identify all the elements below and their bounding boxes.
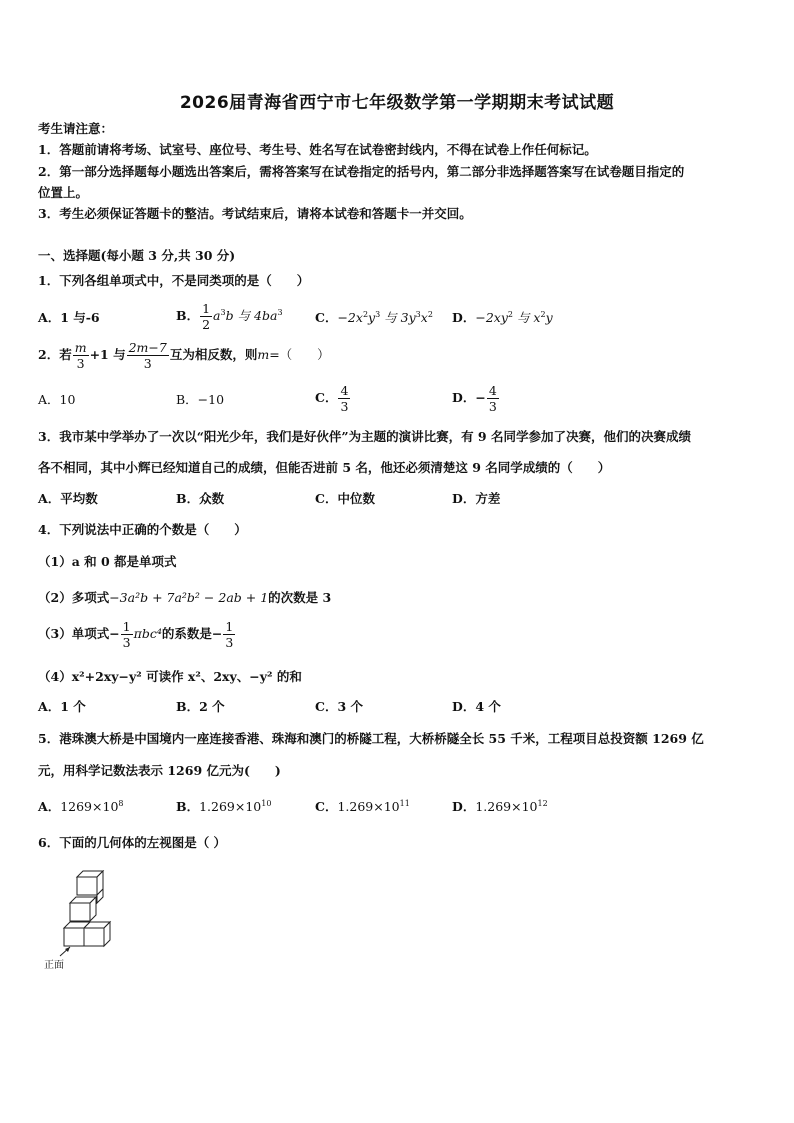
- question-3-line-2: 各不相同，其中小辉已经知道自己的成绩，但能否进前 5 名，他还必须清楚这 9 名同学成绩的（ ）: [38, 460, 611, 475]
- q5-c-base: 1.269×10: [337, 799, 400, 814]
- q3-option-b: B．众数: [176, 491, 225, 506]
- q5-b-base: 1.269×10: [199, 799, 262, 814]
- q2-f2-num: 2m−7: [128, 340, 167, 355]
- q1-b-sup2: 3: [277, 308, 283, 317]
- notice-item-3: 3．考生必须保证答题卡的整洁。考试结束后，请将本试卷和答题卡一并交回。: [38, 206, 472, 221]
- q2-c-num: 4: [340, 383, 349, 398]
- q5-option-d: [452, 797, 548, 815]
- q1-c-sup1: 2: [362, 310, 369, 319]
- exam-title: 2026届青海省西宁市七年级数学第一学期期末考试试题: [179, 93, 615, 113]
- question-3-line-1: 3．我市某中学举办了一次以“阳光少年，我们是好伙伴”为主题的演讲比赛，有 9 名同学参加了决赛，他们的决赛成绩: [38, 429, 691, 444]
- q1-option-b-fraction: [200, 301, 212, 332]
- q2-option-c: [315, 383, 351, 414]
- front-view-label: 正面: [44, 960, 64, 971]
- q4-s3-num: 1: [122, 619, 131, 634]
- q1-c-part3: x: [420, 310, 428, 325]
- q2-f1-num: m: [74, 340, 87, 355]
- notice-item-1: 1．答题前请将考场、试室号、座位号、考生号、姓名写在试卷密封线内，不得在试卷上作任何标记。: [38, 142, 597, 157]
- q4-option-d: D．4 个: [452, 699, 501, 714]
- q3-option-c: C．中位数: [315, 491, 375, 506]
- question-3-options: [38, 489, 758, 519]
- q3-option-a: A．平均数: [38, 491, 98, 506]
- q5-a-exp: 8: [118, 799, 124, 808]
- q1-c-part2: y: [368, 310, 376, 325]
- q2-eq: =（ ）: [269, 347, 330, 362]
- q1-b-den: 2: [202, 317, 211, 332]
- notice-item-2: 2．第一部分选择题每小题选出答案后，需将答案写在试卷指定的括号内，第二部分非选择题答案写在试卷题目指定的: [38, 164, 685, 179]
- q2-option-c-fraction: [338, 383, 350, 414]
- q4-s2-post: 的次数是 3: [268, 590, 332, 605]
- q1-d-mid: 与 x: [512, 310, 541, 325]
- q5-option-c: [315, 797, 410, 815]
- question-5-line-2: 元，用科学记数法表示 1269 亿元为( ): [38, 763, 281, 778]
- q1-option-c: [315, 308, 433, 326]
- q5-d-base: 1.269×10: [475, 799, 538, 814]
- q1-c-part1: −2x: [337, 310, 363, 325]
- q1-b-sup1: 3: [220, 308, 226, 317]
- q2-option-d-fraction: [487, 383, 499, 414]
- q4-s3-den: 3: [122, 635, 131, 650]
- q2-fraction-2: [127, 340, 169, 371]
- q2-fraction-1: [73, 340, 89, 371]
- q4-s2-pre: （2）多项式: [38, 590, 110, 605]
- q1-option-c-label: C．: [315, 310, 338, 325]
- q4-statement-1: （1）a 和 0 都是单项式: [38, 554, 177, 569]
- q2-c-den: 3: [340, 399, 349, 414]
- q2-option-a: A．10: [38, 392, 76, 407]
- question-4-stem: 4．下列说法中正确的个数是（ ）: [38, 522, 247, 537]
- q4-s3-mid: 的系数是−: [161, 626, 223, 641]
- q2-option-d-label: D．−: [452, 390, 486, 405]
- q2-d-num: 4: [488, 383, 497, 398]
- question-1-stem: 1．下列各组单项式中，不是同类项的是（ ）: [38, 273, 310, 288]
- question-2-stem: [38, 340, 330, 371]
- notice-item-2-cont: 位置上。: [38, 185, 89, 200]
- q2-option-d: [452, 383, 500, 414]
- q1-option-b: [176, 301, 283, 332]
- q4-s3-fraction-1: [121, 619, 133, 650]
- q1-c-sup3: 3: [415, 310, 421, 319]
- q1-option-b-label: B．: [176, 308, 200, 323]
- q4-option-c: C．3 个: [315, 699, 363, 714]
- q5-d-label: D．: [452, 799, 476, 814]
- q5-b-exp: 10: [261, 799, 272, 808]
- q4-option-b: B．2 个: [176, 699, 225, 714]
- q1-c-mid: 与 3y: [380, 310, 416, 325]
- q1-option-a: A．1 与-6: [38, 310, 100, 325]
- question-4-options: [38, 697, 758, 727]
- q4-s3-expr: πbc⁴: [133, 626, 162, 641]
- q1-d-part2: y: [545, 310, 553, 325]
- q1-d-sup1: 2: [507, 310, 513, 319]
- q1-b-part1: a: [213, 308, 221, 323]
- q5-c-exp: 11: [399, 799, 410, 808]
- q4-s3-den2: 3: [225, 635, 234, 650]
- q2-var: m: [257, 347, 270, 362]
- q1-d-sup2: 2: [540, 310, 546, 319]
- q2-option-c-label: C．: [315, 390, 338, 405]
- q1-b-part2: b 与 4ba: [225, 308, 278, 323]
- q2-plus: +1 与: [89, 347, 126, 362]
- q1-c-sup2: 3: [375, 310, 381, 319]
- question-1-options: [38, 301, 758, 331]
- notice-heading: 考生请注意：: [38, 121, 114, 136]
- q2-f1-den: 3: [76, 356, 85, 371]
- q6-solid-figure: [40, 870, 120, 978]
- q4-s2-expr: −3a²b + 7a²b² − 2ab + 1: [109, 590, 269, 605]
- section-heading: 一、选择题(每小题 3 分,共 30 分): [38, 248, 236, 263]
- q4-s3-num2: 1: [225, 619, 234, 634]
- q1-d-part1: −2xy: [475, 310, 508, 325]
- question-5-options: [38, 797, 758, 827]
- question-2-options: [38, 383, 758, 413]
- q1-option-d: [452, 308, 553, 326]
- q3-option-d: D．方差: [452, 491, 501, 506]
- q4-statement-4: （4）x²+2xy−y² 可读作 x²、2xy、−y² 的和: [38, 669, 302, 684]
- q5-option-b: [176, 797, 271, 815]
- q5-d-exp: 12: [537, 799, 548, 808]
- q5-a-label: A．: [38, 799, 61, 814]
- q5-option-a: [38, 797, 124, 815]
- q2-suffix: 互为相反数，则: [169, 347, 258, 362]
- q2-d-den: 3: [488, 399, 497, 414]
- q4-statement-2: [38, 588, 331, 606]
- q1-c-sup4: 2: [427, 310, 433, 319]
- question-6-stem: 6．下面的几何体的左视图是（ ）: [38, 835, 227, 850]
- q5-c-label: C．: [315, 799, 338, 814]
- q2-prefix: 2．若: [38, 347, 72, 362]
- q4-option-a: A．1 个: [38, 699, 86, 714]
- q2-option-b: B．−10: [176, 392, 225, 407]
- q4-statement-3: [38, 619, 236, 650]
- q2-f2-den: 3: [143, 356, 152, 371]
- question-5-line-1: 5．港珠澳大桥是中国境内一座连接香港、珠海和澳门的桥隧工程，大桥桥隧全长 55 千米，工程项目总投资额 1269 亿: [38, 731, 704, 746]
- q1-option-d-label: D．: [452, 310, 476, 325]
- q4-s3-pre: （3）单项式−: [38, 626, 120, 641]
- q5-a-base: 1269×10: [60, 799, 119, 814]
- q4-s3-fraction-2: [223, 619, 235, 650]
- q1-b-num: 1: [202, 301, 211, 316]
- q5-b-label: B．: [176, 799, 200, 814]
